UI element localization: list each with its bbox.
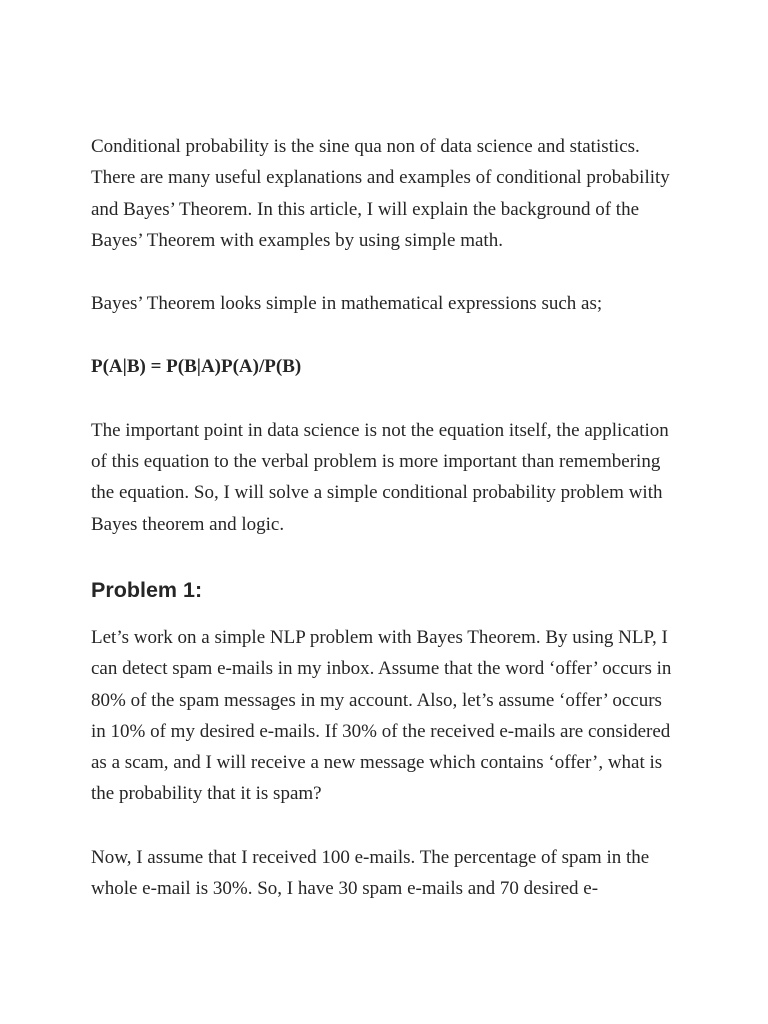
article-body bbox=[91, 131, 681, 936]
problem-paragraph: Let’s work on a simple NLP problem with Bayes Theorem. By using NLP, I can detect spam e-mails in my inbox. Assume that the word ‘offer’ occurs in 80% of the spam messages in my account. Also, let’s assume ‘offer’ occurs in 10% of my desired e-mails. If 30% of the received e-mails are considered as a scam, and I will receive a new message which contains ‘offer’, what is the probability that it is spam? bbox=[91, 626, 672, 805]
solution-paragraph: Now, I assume that I received 100 e-mails. The percentage of spam in the whole e-mail is 30%. So, I have 30 spam e-mails and 70 desired e- bbox=[91, 846, 650, 900]
importance-paragraph: The important point in data science is not the equation itself, the application of this equation to the verbal problem is more important than remembering the equation. So, I will solve a simple conditional probability problem with Bayes theorem and logic. bbox=[91, 419, 669, 535]
bayes-formula: P(A|B) = P(B|A)P(A)/P(B) bbox=[91, 356, 302, 378]
problem-heading: Problem 1: bbox=[91, 577, 203, 602]
intro-paragraph: Conditional probability is the sine qua non of data science and statistics. There are many useful explanations and examples of conditional probability and Bayes’ Theorem. In this article, I will explain the background of the Bayes’ Theorem with examples by using simple math. bbox=[91, 136, 670, 251]
bayes-intro-paragraph: Bayes’ Theorem looks simple in mathematical expressions such as; bbox=[91, 293, 603, 315]
